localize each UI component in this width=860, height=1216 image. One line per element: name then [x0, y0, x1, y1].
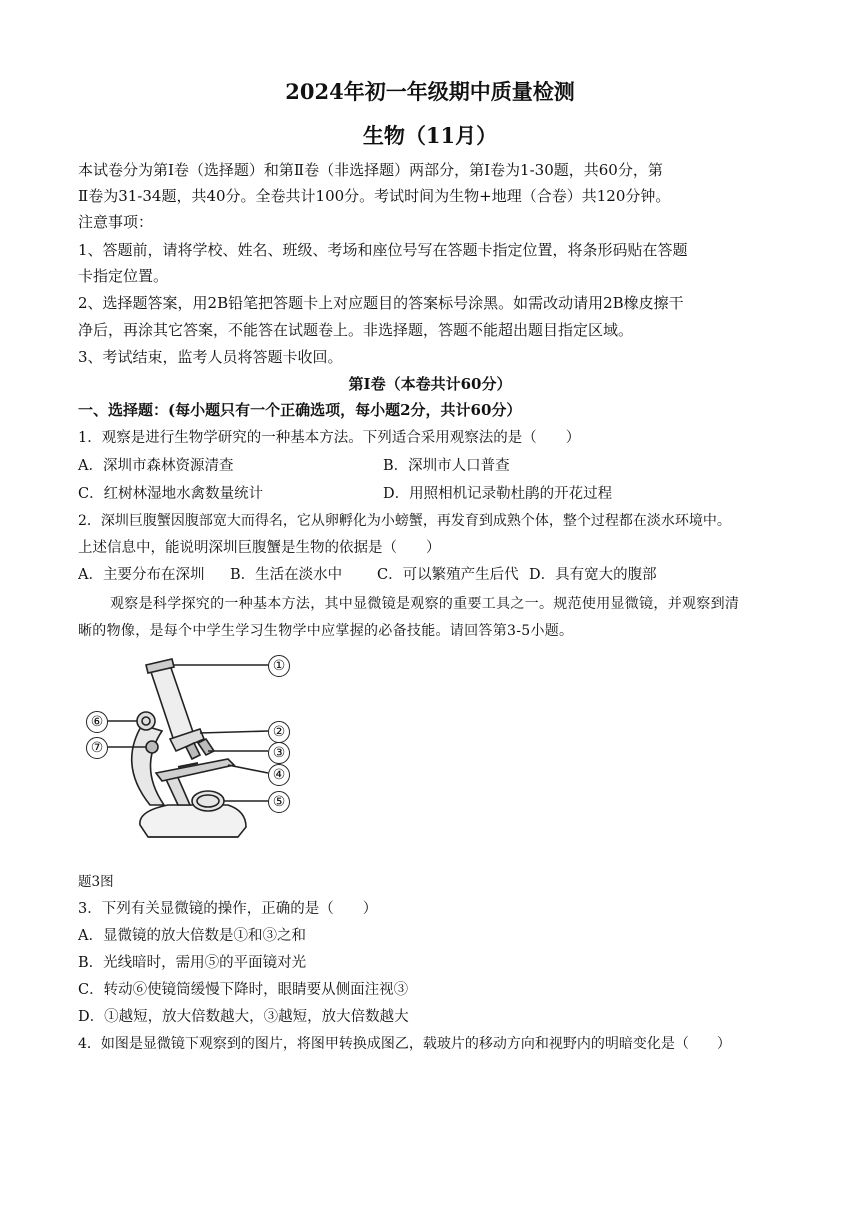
q3-stem: 3．下列有关显微镜的操作，正确的是（ ）: [78, 901, 378, 917]
q2-stem-2: 上述信息中，能说明深圳巨腹蟹是生物的依据是（ ）: [78, 540, 441, 556]
note-2b: 净后，再涂其它答案，不能答在试题卷上。非选择题，答题不能超出题目指定区域。: [78, 321, 634, 339]
callout-6: ⑥: [86, 711, 108, 733]
q2-option-b: B．生活在淡水中: [230, 567, 343, 583]
q1-option-c: C．红树林湿地水禽数量统计: [78, 486, 264, 502]
q1-option-a: A．深圳市森林资源清查: [78, 458, 234, 474]
passage-line-1: 观察是科学探究的一种基本方法，其中显微镜是观察的重要工具之一。规范使用显微镜，并观察到清: [110, 596, 740, 612]
q4-stem: 4．如图是显微镜下观察到的图片，将图甲转换成图乙，载玻片的移动方向和视野内的明暗变化是（ ）: [78, 1036, 731, 1052]
callout-7: ⑦: [86, 737, 108, 759]
q3-option-d: D．①越短，放大倍数越大，③越短，放大倍数越大: [78, 1009, 409, 1025]
callout-2: ②: [268, 721, 290, 743]
q1-option-d: D．用照相机记录勒杜鹃的开花过程: [383, 486, 613, 502]
note-3: 3、考试结束，监考人员将答题卡收回。: [78, 348, 343, 366]
q3-option-b: B．光线暗时，需用⑤的平面镜对光: [78, 955, 307, 971]
figure-caption: 题3图: [78, 874, 114, 890]
note-1a: 1、答题前，请将学校、姓名、班级、考场和座位号写在答题卡指定位置，将条形码贴在答题: [78, 241, 688, 259]
intro-line-2: Ⅱ卷为31-34题，共40分。全卷共计100分。考试时间为生物+地理（合卷）共120分钟。: [78, 187, 671, 205]
q1-option-b: B．深圳市人口普查: [383, 458, 510, 474]
note-1b: 卡指定位置。: [78, 267, 169, 285]
exam-subtitle: 生物（11月）: [362, 123, 498, 148]
q2-stem-1: 2．深圳巨腹蟹因腹部宽大而得名，它从卵孵化为小螃蟹，再发育到成熟个体，整个过程都在淡水环境中。: [78, 513, 731, 529]
callout-3: ③: [268, 742, 290, 764]
callout-4: ④: [268, 764, 290, 786]
q2-option-d: D．具有宽大的腹部: [529, 567, 657, 583]
q2-option-c: C．可以繁殖产生后代: [377, 567, 519, 583]
q3-option-a: A．显微镜的放大倍数是①和③之和: [78, 928, 306, 944]
notes-title: 注意事项：: [78, 213, 154, 231]
section-1-title: 第Ⅰ卷（本卷共计60分）: [348, 375, 512, 393]
callout-1: ①: [268, 655, 290, 677]
intro-line-1: 本试卷分为第Ⅰ卷（选择题）和第Ⅱ卷（非选择题）两部分，第Ⅰ卷为1-30题，共60分，第: [78, 161, 663, 179]
microscope-figure: [78, 655, 308, 855]
note-2a: 2、选择题答案，用2B铅笔把答题卡上对应题目的答案标号涂黑。如需改动请用2B橡皮擦干: [78, 294, 684, 312]
q2-option-a: A．主要分布在深圳: [78, 567, 205, 583]
passage-line-2: 晰的物像，是每个中学生学习生物学中应掌握的必备技能。请回答第3-5小题。: [78, 623, 574, 639]
exam-title: 2024年初一年级期中质量检测: [285, 79, 575, 104]
section-1-heading: 一、选择题：(每小题只有一个正确选项，每小题2分，共计60分）: [78, 401, 522, 419]
q3-option-c: C．转动⑥使镜筒缓慢下降时，眼睛要从侧面注视③: [78, 982, 409, 998]
callout-5: ⑤: [268, 791, 290, 813]
q1-stem: 1．观察是进行生物学研究的一种基本方法。下列适合采用观察法的是（ ）: [78, 430, 581, 446]
